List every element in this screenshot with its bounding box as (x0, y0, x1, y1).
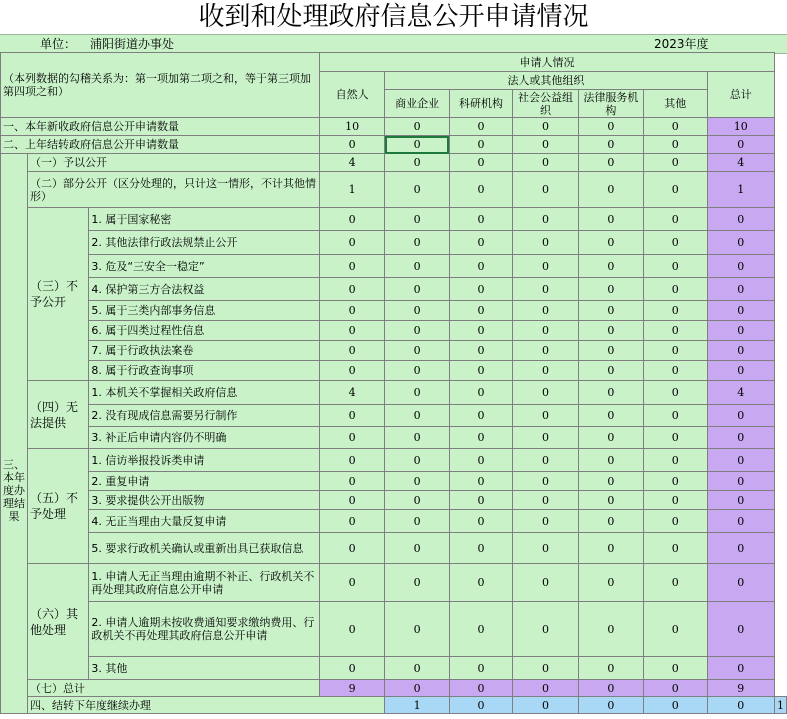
value-cell[interactable]: 0 (385, 172, 449, 208)
value-cell[interactable]: 0 (513, 657, 578, 680)
value-cell[interactable]: 0 (513, 172, 578, 208)
value-cell[interactable]: 0 (707, 602, 775, 657)
value-cell[interactable]: 0 (513, 361, 578, 381)
value-cell[interactable]: 0 (513, 118, 578, 136)
header-applicant[interactable]: 申请人情况 (319, 53, 774, 72)
value-cell[interactable]: 0 (578, 510, 643, 533)
header-natural[interactable]: 自然人 (319, 72, 384, 118)
value-cell[interactable]: 0 (513, 602, 578, 657)
value-cell[interactable]: 0 (578, 231, 643, 255)
value-cell[interactable]: 0 (644, 154, 707, 172)
unit-row (0, 34, 787, 54)
value-cell[interactable]: 0 (578, 136, 643, 154)
value-cell[interactable]: 0 (385, 136, 449, 154)
row-label[interactable]: 5. 要求行政机关确认或重新出具已获取信息 (89, 533, 320, 564)
value-cell[interactable]: 0 (449, 136, 512, 154)
value-cell[interactable]: 0 (644, 341, 707, 361)
table-row (1, 657, 787, 680)
value-cell[interactable]: 0 (578, 680, 643, 697)
value-cell[interactable]: 0 (707, 491, 775, 510)
section-3-label[interactable]: 三、本年度办理结果 (1, 154, 28, 714)
value-cell[interactable]: 10 (707, 118, 775, 136)
page-title: 收到和处理政府信息公开申请情况 (198, 2, 589, 32)
value-cell[interactable]: 0 (513, 381, 578, 405)
row-label[interactable]: 2. 其他法律行政法规禁止公开 (89, 231, 320, 255)
value-cell[interactable]: 0 (385, 680, 449, 697)
value-cell[interactable]: 0 (578, 255, 643, 278)
value-cell[interactable]: 0 (449, 449, 512, 472)
unit-label: 单位： (40, 37, 77, 51)
table-row (1, 208, 787, 231)
value-cell[interactable]: 0 (449, 602, 512, 657)
table-row (1, 301, 787, 321)
value-cell[interactable]: 0 (707, 341, 775, 361)
row-label[interactable]: 1. 申请人无正当理由逾期不补正、行政机关不再处理其政府信息公开申请 (89, 564, 320, 602)
value-cell[interactable]: 0 (707, 321, 775, 341)
value-cell[interactable]: 0 (449, 172, 512, 208)
table-row (1, 449, 787, 472)
row-label[interactable]: 2. 申请人逾期未按收费通知要求缴纳费用、行政机关不再处理其政府信息公开申请 (89, 602, 320, 657)
value-cell[interactable]: 0 (578, 533, 643, 564)
value-cell[interactable]: 0 (644, 533, 707, 564)
value-cell[interactable]: 0 (644, 361, 707, 381)
value-cell[interactable]: 0 (319, 321, 384, 341)
value-cell[interactable]: 0 (578, 657, 643, 680)
row-label[interactable]: （七）总计 (28, 680, 320, 697)
value-cell[interactable]: 0 (578, 118, 643, 136)
value-cell[interactable]: 0 (449, 697, 512, 714)
value-cell[interactable]: 0 (578, 449, 643, 472)
value-cell[interactable]: 0 (513, 136, 578, 154)
value-cell[interactable]: 0 (385, 405, 449, 427)
value-cell[interactable]: 0 (385, 533, 449, 564)
value-cell[interactable]: 0 (644, 231, 707, 255)
value-cell[interactable]: 0 (319, 472, 384, 491)
value-cell[interactable]: 0 (644, 278, 707, 301)
value-cell[interactable]: 0 (449, 680, 512, 697)
value-cell[interactable]: 0 (644, 491, 707, 510)
table-row (1, 680, 787, 697)
table-row (1, 341, 787, 361)
value-cell[interactable]: 1 (319, 172, 384, 208)
value-cell[interactable]: 0 (319, 602, 384, 657)
value-cell[interactable]: 0 (319, 136, 384, 154)
row-label[interactable]: 1. 本机关不掌握相关政府信息 (89, 381, 320, 405)
group-unable-label[interactable]: （四）无法提供 (28, 381, 89, 449)
row-label[interactable]: 2. 重复申请 (89, 472, 320, 491)
value-cell[interactable]: 0 (644, 564, 707, 602)
value-cell[interactable]: 0 (513, 680, 578, 697)
table-row (1, 136, 787, 154)
value-cell[interactable]: 0 (385, 361, 449, 381)
value-cell[interactable]: 0 (385, 602, 449, 657)
value-cell[interactable]: 0 (578, 278, 643, 301)
table-row (1, 564, 787, 602)
value-cell[interactable]: 0 (578, 491, 643, 510)
value-cell[interactable]: 0 (644, 472, 707, 491)
value-cell[interactable]: 0 (644, 172, 707, 208)
value-cell[interactable]: 4 (319, 381, 384, 405)
table-row (1, 361, 787, 381)
value-cell[interactable]: 0 (513, 278, 578, 301)
value-cell[interactable]: 0 (707, 564, 775, 602)
value-cell[interactable]: 0 (449, 564, 512, 602)
value-cell[interactable]: 0 (707, 208, 775, 231)
value-cell[interactable]: 0 (578, 208, 643, 231)
value-cell[interactable]: 0 (707, 278, 775, 301)
value-cell[interactable]: 0 (578, 361, 643, 381)
value-cell[interactable]: 0 (449, 533, 512, 564)
value-cell[interactable]: 0 (513, 255, 578, 278)
value-cell[interactable]: 0 (644, 255, 707, 278)
header-col-research[interactable]: 科研机构 (449, 90, 512, 118)
value-cell[interactable]: 0 (385, 278, 449, 301)
value-cell[interactable]: 0 (578, 341, 643, 361)
row-label[interactable]: （二）部分公开（区分处理的，只计这一情形，不计其他情形） (28, 172, 320, 208)
value-cell[interactable]: 0 (449, 118, 512, 136)
value-cell[interactable]: 0 (449, 472, 512, 491)
value-cell[interactable]: 0 (449, 361, 512, 381)
value-cell[interactable]: 0 (319, 231, 384, 255)
value-cell[interactable]: 0 (644, 449, 707, 472)
value-cell[interactable]: 0 (513, 697, 578, 714)
header-col-business[interactable]: 商业企业 (385, 90, 449, 118)
value-cell[interactable]: 4 (319, 154, 384, 172)
value-cell[interactable]: 0 (644, 602, 707, 657)
value-cell[interactable]: 0 (513, 472, 578, 491)
value-cell[interactable]: 0 (644, 680, 707, 697)
table-row (1, 472, 787, 491)
value-cell[interactable]: 0 (513, 231, 578, 255)
value-cell[interactable]: 0 (319, 564, 384, 602)
value-cell[interactable]: 0 (513, 301, 578, 321)
value-cell[interactable]: 0 (707, 405, 775, 427)
row-label[interactable]: 3. 其他 (89, 657, 320, 680)
value-cell[interactable]: 0 (578, 602, 643, 657)
group-no-process-label[interactable]: （五）不予处理 (28, 449, 89, 564)
value-cell[interactable]: 0 (578, 154, 643, 172)
header-col-public-welfare[interactable]: 社会公益组织 (513, 90, 578, 118)
value-cell[interactable]: 0 (319, 208, 384, 231)
value-cell[interactable]: 0 (707, 449, 775, 472)
row-label[interactable]: 四、结转下年度继续办理 (28, 697, 385, 714)
value-cell[interactable]: 0 (319, 657, 384, 680)
value-cell[interactable]: 0 (578, 321, 643, 341)
value-cell[interactable]: 0 (385, 381, 449, 405)
row-label[interactable]: 3. 危及“三安全一稳定” (89, 255, 320, 278)
value-cell[interactable]: 0 (319, 405, 384, 427)
value-cell[interactable]: 0 (578, 301, 643, 321)
year-label[interactable]: 2023年度 (654, 37, 709, 51)
value-cell[interactable]: 0 (319, 255, 384, 278)
table-row (1, 255, 787, 278)
row-label[interactable]: 6. 属于四类过程性信息 (89, 321, 320, 341)
value-cell[interactable]: 0 (707, 255, 775, 278)
value-cell[interactable]: 0 (319, 301, 384, 321)
value-cell[interactable]: 0 (513, 533, 578, 564)
row-label[interactable]: 5. 属于三类内部事务信息 (89, 301, 320, 321)
header-col-other[interactable]: 其他 (644, 90, 707, 118)
value-cell[interactable]: 0 (707, 361, 775, 381)
value-cell[interactable]: 0 (449, 255, 512, 278)
value-cell[interactable]: 0 (578, 564, 643, 602)
value-cell[interactable]: 0 (385, 427, 449, 449)
row-label[interactable]: 3. 要求提供公开出版物 (89, 491, 320, 510)
value-cell[interactable]: 0 (513, 208, 578, 231)
value-cell[interactable]: 0 (707, 472, 775, 491)
value-cell[interactable]: 0 (449, 381, 512, 405)
value-cell[interactable]: 0 (707, 301, 775, 321)
header-total[interactable]: 总计 (707, 72, 775, 118)
value-cell[interactable]: 0 (644, 657, 707, 680)
value-cell[interactable]: 0 (578, 381, 643, 405)
value-cell[interactable]: 0 (385, 564, 449, 602)
row-label[interactable]: 二、上年结转政府信息公开申请数量 (1, 136, 320, 154)
table-row (1, 381, 787, 405)
value-cell[interactable]: 0 (385, 118, 449, 136)
value-cell[interactable]: 1 (775, 697, 787, 714)
table-row (1, 278, 787, 301)
value-cell[interactable]: 0 (449, 341, 512, 361)
value-cell[interactable]: 0 (644, 381, 707, 405)
table-row (1, 405, 787, 427)
value-cell[interactable]: 4 (707, 154, 775, 172)
value-cell[interactable]: 0 (578, 405, 643, 427)
value-cell[interactable]: 0 (449, 321, 512, 341)
row-label[interactable]: （一）予以公开 (28, 154, 320, 172)
value-cell[interactable]: 0 (385, 472, 449, 491)
value-cell[interactable]: 0 (449, 427, 512, 449)
unit-value[interactable]: 浦阳街道办事处 (90, 37, 175, 51)
value-cell[interactable]: 0 (385, 510, 449, 533)
row-label[interactable]: 4. 保护第三方合法权益 (89, 278, 320, 301)
value-cell[interactable]: 0 (513, 449, 578, 472)
table-row (1, 491, 787, 510)
value-cell[interactable]: 0 (513, 491, 578, 510)
value-cell[interactable]: 0 (644, 321, 707, 341)
header-col-legal-service[interactable]: 法律服务机构 (578, 90, 643, 118)
row-label[interactable]: 4. 无正当理由大量反复申请 (89, 510, 320, 533)
value-cell[interactable]: 0 (319, 533, 384, 564)
report-table (0, 52, 787, 714)
value-cell[interactable]: 1 (385, 697, 449, 714)
value-cell[interactable]: 4 (707, 381, 775, 405)
value-cell[interactable]: 0 (513, 510, 578, 533)
value-cell[interactable]: 0 (707, 697, 775, 714)
value-cell[interactable]: 0 (513, 154, 578, 172)
value-cell[interactable]: 0 (385, 449, 449, 472)
value-cell[interactable]: 0 (385, 231, 449, 255)
row-label[interactable]: 3. 补正后申请内容仍不明确 (89, 427, 320, 449)
value-cell[interactable]: 0 (449, 405, 512, 427)
header-note[interactable]: （本列数据的勾稽关系为：第一项加第二项之和，等于第三项加第四项之和） (1, 53, 320, 118)
table-row (1, 154, 787, 172)
value-cell[interactable]: 0 (385, 341, 449, 361)
value-cell[interactable]: 0 (644, 208, 707, 231)
value-cell[interactable]: 0 (578, 697, 643, 714)
value-cell[interactable]: 0 (449, 491, 512, 510)
table-row (1, 602, 787, 657)
value-cell[interactable]: 0 (707, 427, 775, 449)
value-cell[interactable]: 0 (319, 449, 384, 472)
value-cell[interactable]: 0 (644, 510, 707, 533)
value-cell[interactable]: 0 (385, 301, 449, 321)
value-cell[interactable]: 0 (513, 405, 578, 427)
value-cell[interactable]: 0 (449, 657, 512, 680)
value-cell[interactable]: 0 (449, 278, 512, 301)
table-row (1, 118, 787, 136)
value-cell[interactable]: 0 (513, 564, 578, 602)
value-cell[interactable]: 0 (385, 255, 449, 278)
value-cell[interactable]: 0 (644, 697, 707, 714)
value-cell[interactable]: 0 (707, 533, 775, 564)
value-cell[interactable]: 0 (319, 361, 384, 381)
table-row (1, 321, 787, 341)
value-cell[interactable]: 0 (513, 427, 578, 449)
value-cell[interactable]: 0 (449, 510, 512, 533)
value-cell[interactable]: 0 (578, 427, 643, 449)
table-row (1, 172, 787, 208)
value-cell[interactable]: 0 (513, 341, 578, 361)
value-cell[interactable]: 0 (707, 510, 775, 533)
group-other-process-label[interactable]: （六）其他处理 (28, 564, 89, 680)
value-cell[interactable]: 0 (449, 231, 512, 255)
row-label[interactable]: 8. 属于行政查询事项 (89, 361, 320, 381)
value-cell[interactable]: 0 (578, 472, 643, 491)
table-row (1, 231, 787, 255)
value-cell[interactable]: 1 (707, 172, 775, 208)
value-cell[interactable]: 0 (644, 427, 707, 449)
value-cell[interactable]: 0 (385, 491, 449, 510)
value-cell[interactable]: 0 (449, 154, 512, 172)
value-cell[interactable]: 0 (385, 154, 449, 172)
value-cell[interactable]: 0 (644, 301, 707, 321)
value-cell[interactable]: 10 (319, 118, 384, 136)
value-cell[interactable]: 0 (578, 172, 643, 208)
value-cell[interactable]: 0 (644, 405, 707, 427)
value-cell[interactable]: 0 (385, 657, 449, 680)
value-cell[interactable]: 0 (449, 301, 512, 321)
value-cell[interactable]: 0 (385, 208, 449, 231)
table-row (1, 697, 787, 714)
value-cell[interactable]: 9 (707, 680, 775, 697)
value-cell[interactable]: 0 (513, 321, 578, 341)
value-cell[interactable]: 0 (707, 231, 775, 255)
row-label[interactable]: 7. 属于行政执法案卷 (89, 341, 320, 361)
value-cell[interactable]: 0 (319, 491, 384, 510)
table-row (1, 533, 787, 564)
value-cell[interactable]: 0 (707, 657, 775, 680)
table-row (1, 427, 787, 449)
row-label[interactable]: 1. 信访举报投诉类申请 (89, 449, 320, 472)
value-cell[interactable]: 0 (449, 208, 512, 231)
row-label[interactable]: 一、本年新收政府信息公开申请数量 (1, 118, 320, 136)
value-cell[interactable]: 0 (319, 341, 384, 361)
value-cell[interactable]: 0 (707, 136, 775, 154)
row-label[interactable]: 1. 属于国家秘密 (89, 208, 320, 231)
table-row (1, 510, 787, 533)
value-cell[interactable]: 0 (319, 427, 384, 449)
value-cell[interactable]: 0 (644, 136, 707, 154)
header-legal-group[interactable]: 法人或其他组织 (385, 72, 707, 90)
value-cell[interactable]: 0 (385, 321, 449, 341)
value-cell[interactable]: 0 (319, 510, 384, 533)
value-cell[interactable]: 0 (644, 118, 707, 136)
group-no-disclose-label[interactable]: （三）不予公开 (28, 208, 89, 381)
value-cell[interactable]: 0 (319, 278, 384, 301)
value-cell[interactable]: 9 (319, 680, 384, 697)
row-label[interactable]: 2. 没有现成信息需要另行制作 (89, 405, 320, 427)
